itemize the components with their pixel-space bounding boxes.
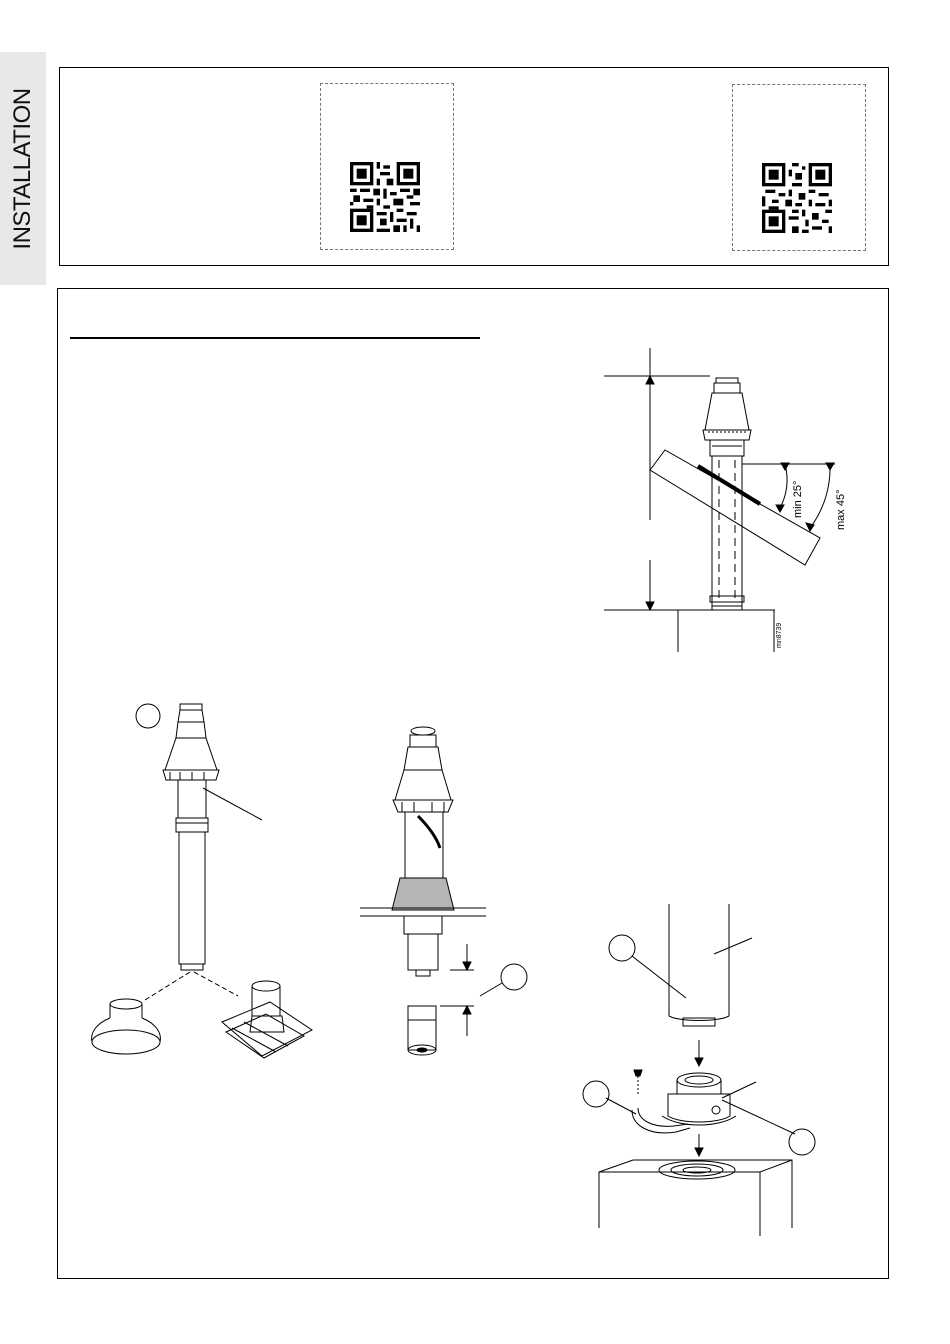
max-angle-label: max 45°: [835, 489, 847, 530]
flue-terminal-kit: [92, 704, 312, 1058]
callout-circle: [789, 1129, 815, 1155]
roof-flue-diagram: [604, 348, 847, 652]
callout-circle: [583, 1081, 609, 1107]
callout-circle: [609, 935, 635, 961]
callout-circle: [501, 964, 527, 990]
section-tab-label: INSTALLATION: [9, 87, 36, 250]
min-angle-label: min 25°: [792, 480, 804, 518]
callout-circle: [136, 704, 160, 728]
flue-roof-section: [360, 727, 527, 1055]
figure-code: mn8739: [776, 622, 783, 648]
boiler-adaptor-assembly: [583, 904, 815, 1236]
